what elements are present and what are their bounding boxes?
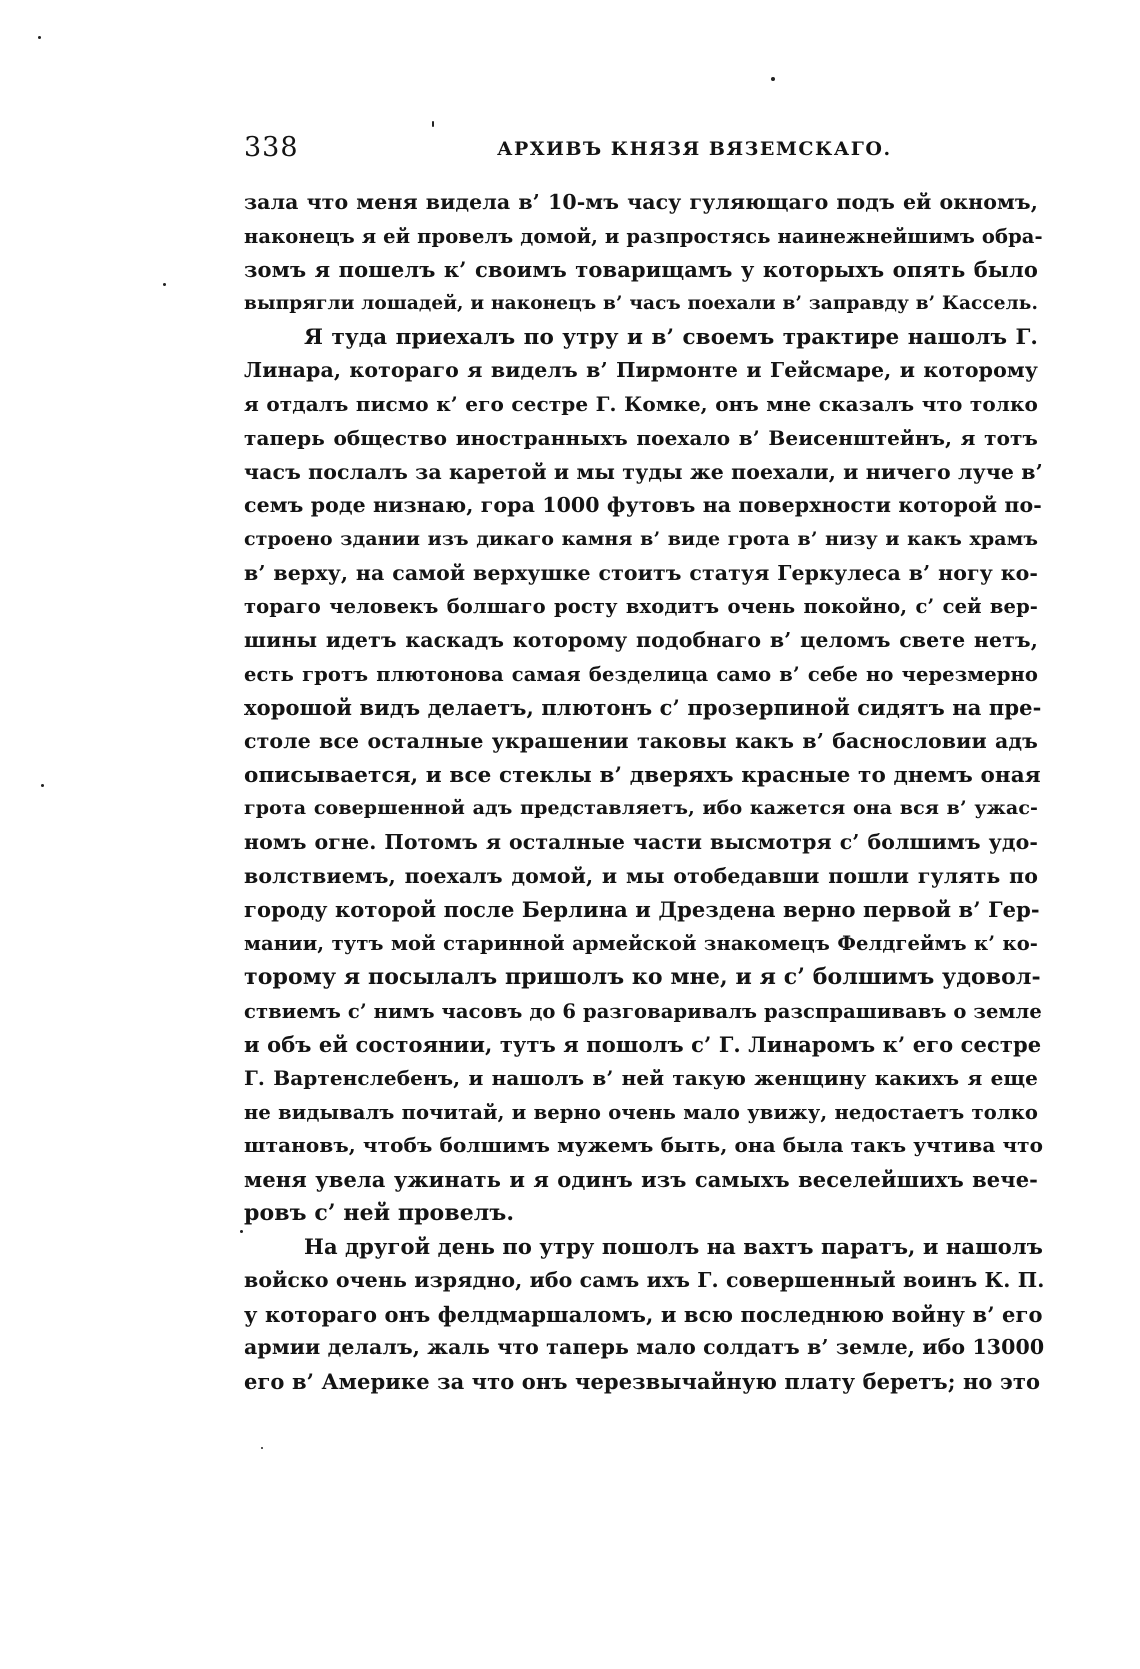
text-line: часъ послалъ за каретой и мы туды же поехали, и ничего луче в’ [244,459,1043,484]
text-line: тораго человекъ болшаго росту входитъ очень покойно, с’ сей вер- [244,595,1038,619]
text-line: наконецъ я ей провелъ домой, и разпростясь наинежнейшимъ обра- [244,224,1043,248]
scan-speck [163,283,166,286]
text-line: войско очень изрядно, ибо самъ ихъ Г. совершенный воинъ К. П. [244,1268,1045,1292]
text-line: описывается, и все стеклы в’ дверяхъ красные то днемъ оная [244,762,1041,788]
text-line: меня увела ужинать и я одинъ изъ самыхъ веселейшихъ вече- [244,1166,1038,1192]
text-line: хорошой видъ делаетъ, плютонъ с’ прозерпиной сидятъ на пре- [244,695,1042,721]
text-line: строено здании изъ дикаго камня в’ виде грота в’ низу и какъ храмъ [244,527,1038,550]
text-line: его в’ Америке за что онъ черезвычайную плату беретъ; но это [244,1369,1041,1395]
scan-speck [771,77,775,81]
text-line: у котораго онъ фелдмаршаломъ, и всю последнюю войну в’ его [244,1301,1043,1327]
text-line: ствиемъ с’ нимъ часовъ до 6 разговаривалъ разспрашивавъ о земле [244,999,1042,1023]
text-line: Я туда приехалъ по утру и в’ своемъ трактире нашолъ Г. [304,324,1038,350]
text-line: я отдалъ писмо к’ его сестре Г. Комке, онъ мне сказалъ что толко [244,392,1038,417]
text-line: Г. Вартенслебенъ, и нашолъ в’ ней такую женщину какихъ я еще [244,1065,1038,1090]
scan-speck [38,36,41,39]
text-line: не видывалъ почитай, и верно очень мало увижу, недостаетъ толко [244,1100,1038,1124]
page-header [244,132,1038,172]
body-text [244,186,1045,1399]
scan-speck [432,121,434,127]
text-line: и объ ей состоянии, тутъ я пошолъ с’ Г. Линаромъ к’ его сестре [244,1032,1042,1058]
text-line: мании, тутъ мой старинной армейской знакомецъ Фелдгеймъ к’ ко- [244,932,1038,956]
text-line: ровъ с’ ней провелъ. [244,1199,515,1226]
text-line: таперь общество иностранныхъ поехало в’ Веисенштейнъ, я тотъ [244,425,1038,450]
running-head: АРХИВЪ КНЯЗЯ ВЯЗЕМСКАГО. [497,138,892,160]
text-line: волствиемъ, поехалъ домой, и мы отобедавши пошли гулять по [244,863,1038,888]
text-line: есть гротъ плютонова самая безделица само в’ себе но черезмерно [244,662,1038,686]
text-line: Линара, котораго я виделъ в’ Пирмонте и Гейсмаре, и которому [244,358,1038,383]
text-line: шины идетъ каскадъ которому подобнаго в’ целомъ свете нетъ, [244,627,1038,652]
text-line: зала что меня видела в’ 10-мъ часу гуляющаго подъ ей окномъ, [244,190,1038,214]
text-line: армии делалъ, жаль что таперь мало солдатъ в’ земле, ибо 13000 [244,1335,1045,1360]
scan-speck [240,1230,243,1233]
text-line: штановъ, чтобъ болшимъ мужемъ быть, она была такъ учтива что [244,1133,1044,1158]
text-line: торому я посылалъ пришолъ ко мне, и я с’ болшимъ удовол- [244,963,1041,990]
text-line: в’ верху, на самой верхушке стоитъ статуя Геркулеса в’ ногу ко- [244,560,1038,585]
text-line: выпрягли лошадей, и наконецъ в’ часъ поехали в’ заправду в’ Кассель. [244,293,1038,315]
scan-speck [261,1447,263,1449]
scan-speck [41,784,44,787]
page-number: 338 [244,132,299,163]
text-line: грота совершенной адъ представляетъ, ибо кажется она вся в’ ужас- [244,797,1038,820]
text-line: номъ огне. Потомъ я осталные части высмотря с’ болшимъ удо- [244,830,1038,855]
text-line: городу которой после Берлина и Дрездена верно первой в’ Гер- [244,897,1040,923]
text-line: На другой день по утру пошолъ на вахтъ паратъ, и нашолъ [304,1234,1044,1260]
text-line: зомъ я пошелъ к’ своимъ товарищамъ у которыхъ опять было [244,257,1038,283]
text-line: столе все осталные украшении таковы какъ в’ баснословии адъ [244,729,1038,753]
text-line: семъ роде низнаю, гора 1000 футовъ на поверхности которой по- [244,493,1042,518]
